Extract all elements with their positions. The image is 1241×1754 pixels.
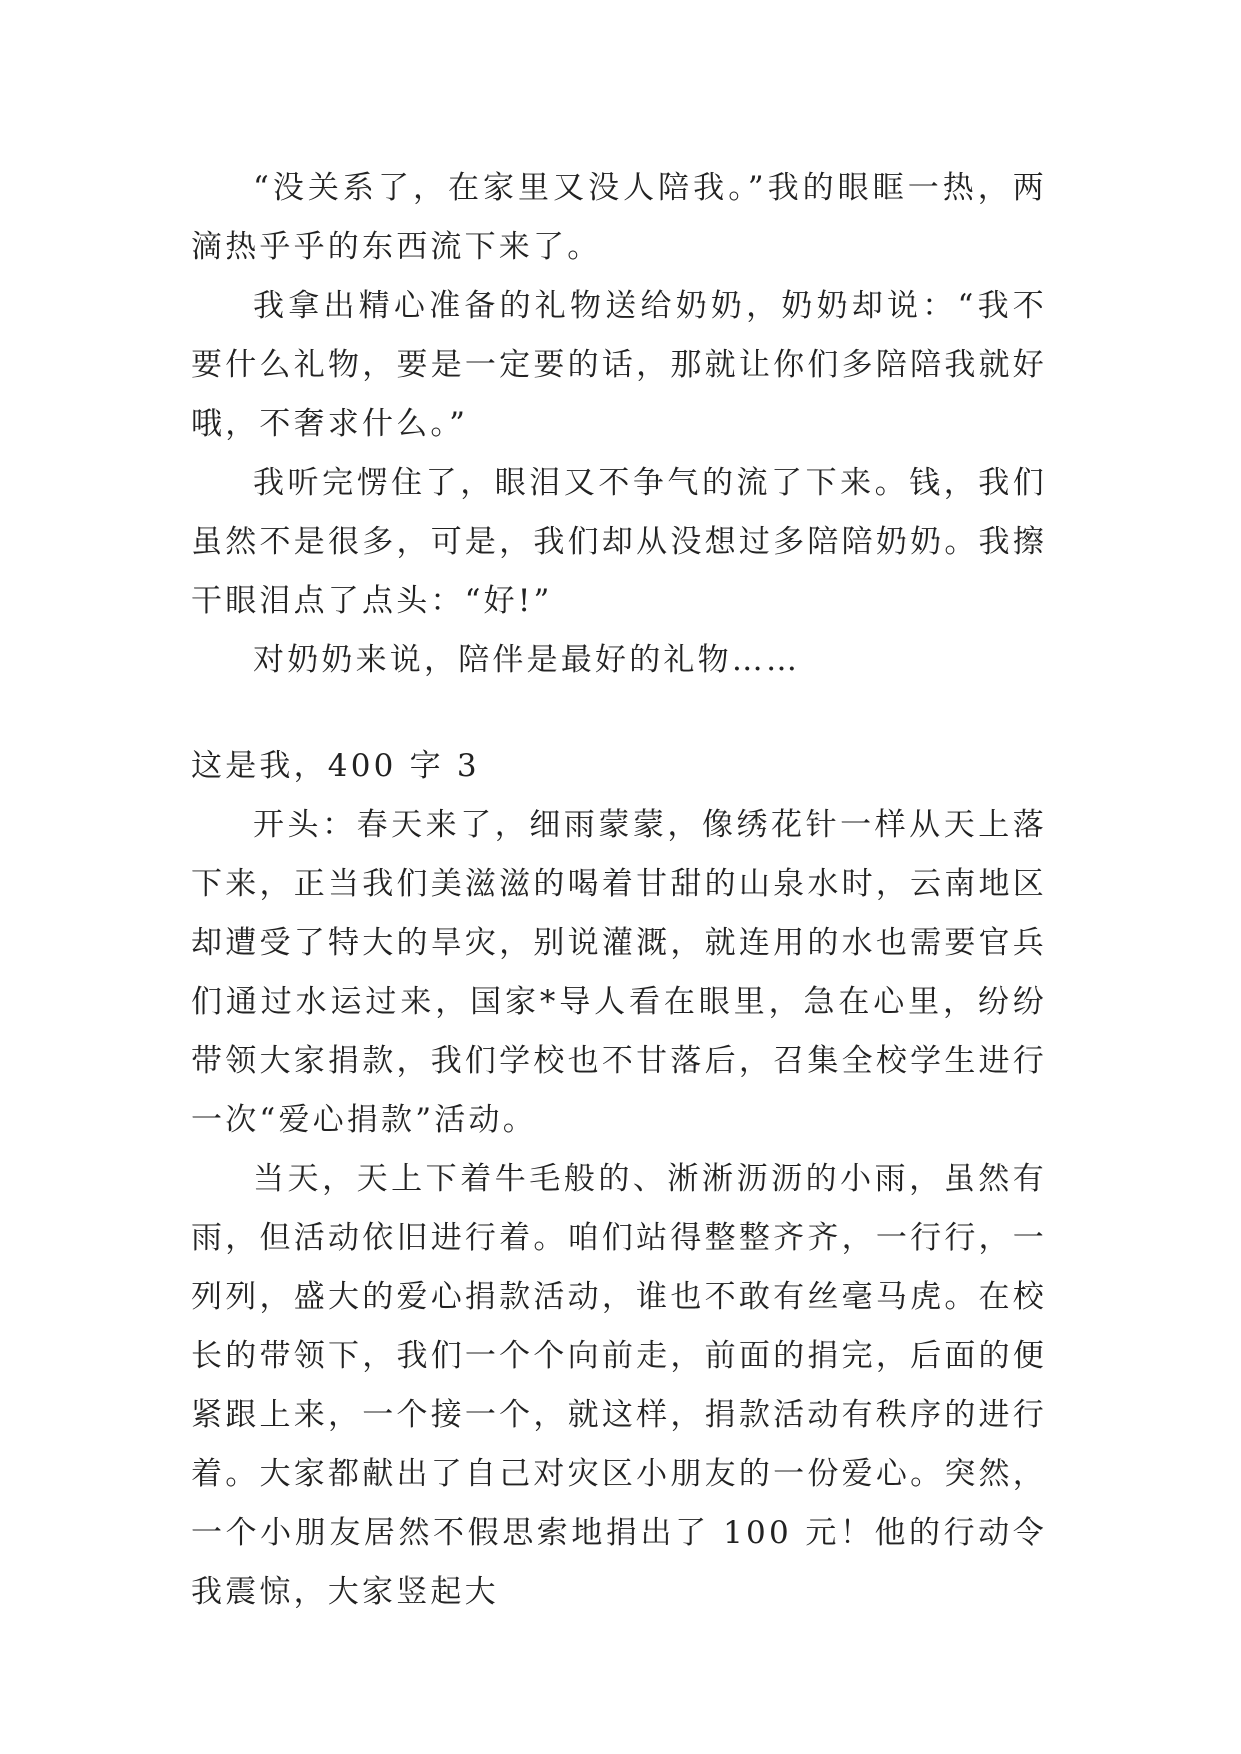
paragraph: 开头：春天来了，细雨蒙蒙，像绣花针一样从天上落下来，正当我们美滋滋的喝着甘甜的山泉水时，云南地区却遭受了特大的旱灾，别说灌溉，就连用的水也需要官兵们通过水运过来，国家*导人看在眼里，急在心里，纷纷带领大家捐款，我们学校也不甘落后，召集全校学生进行一次“爱心捐款”活动。: [191, 807, 1047, 1138]
paragraph: 我听完愣住了，眼泪又不争气的流了下来。钱，我们虽然不是很多，可是，我们却从没想过多陪陪奶奶。我擦干眼泪点了点头：“好!”: [191, 465, 1047, 619]
section-title: 这是我，400 字 3: [191, 748, 480, 784]
paragraph: 对奶奶来说，陪伴是最好的礼物……: [253, 642, 801, 678]
paragraph: 我拿出精心准备的礼物送给奶奶，奶奶却说：“我不要什么礼物，要是一定要的话，那就让你们多陪陪我就好哦，不奢求什么。”: [191, 288, 1047, 442]
document-body: [191, 159, 1047, 1622]
paragraph: “没关系了，在家里又没人陪我。”我的眼眶一热，两滴热乎乎的东西流下来了。: [191, 170, 1047, 265]
paragraph: 当天，天上下着牛毛般的、淅淅沥沥的小雨，虽然有雨，但活动依旧进行着。咱们站得整整齐齐，一行行，一列列，盛大的爱心捐款活动，谁也不敢有丝毫马虎。在校长的带领下，我们一个个向前走，前面的捐完，后面的便紧跟上来，一个接一个，就这样，捐款活动有秩序的进行着。大家都献出了自己对灾区小朋友的一份爱心。突然，一个小朋友居然不假思索地捐出了 100 元！他的行动令我震惊，大家竖起大: [191, 1161, 1047, 1610]
